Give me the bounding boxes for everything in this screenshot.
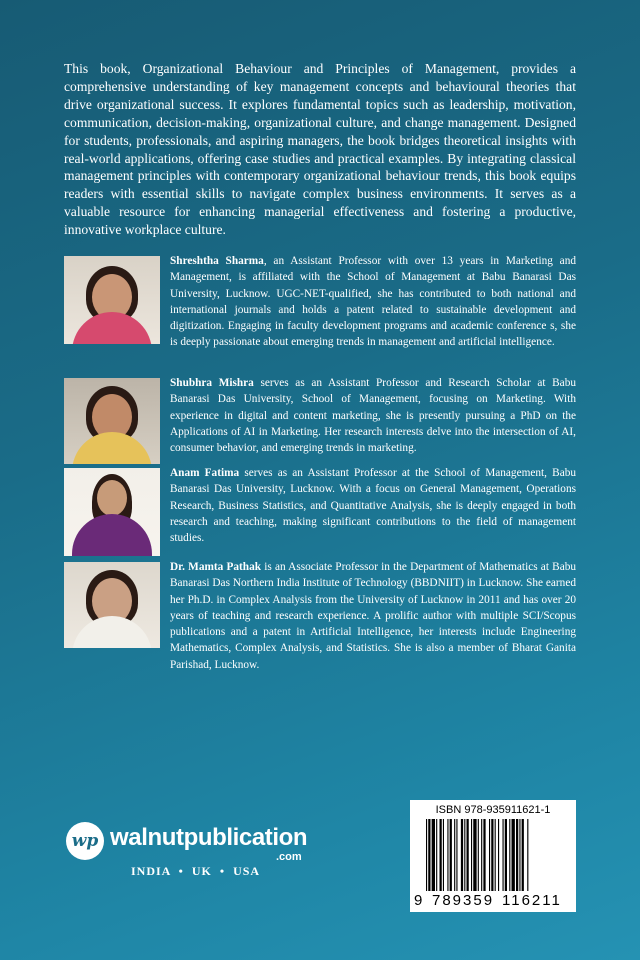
- publisher-logo: [66, 822, 326, 862]
- publisher-domain: .com: [276, 851, 302, 863]
- author-photo: [64, 256, 160, 344]
- author-name: Dr. Mamta Pathak: [170, 561, 262, 573]
- isbn-barcode: ISBN 978-935911621-1 9 789359 116211: [410, 800, 576, 912]
- barcode-bars: [426, 819, 576, 895]
- author-entry: [64, 378, 576, 464]
- author-name: Shreshtha Sharma: [170, 255, 264, 267]
- author-bio: Dr. Mamta Pathak is an Associate Professor in the Department of Mathematics at Babu Banarasi Das Northern India Institute of Technology (BBDNIIT) in Lucknow. She earned her Ph.D. in Complex Analysis from the University of Lucknow in 2011 and has over 20 years of teaching and research experience. A prolific author with multiple SCI/Scopus publications and a patent in Artificial Intelligence, her interests include Engineering Mathematics, Complex Analysis, and Statistics. She is also a member of Bharat Ganita Parishad, Lucknow.: [170, 561, 577, 671]
- publisher-name: walnutpublication: [110, 824, 308, 851]
- author-photo: [64, 562, 160, 648]
- author-entry: [64, 256, 576, 356]
- author-photo: [64, 468, 160, 556]
- author-name: Shubhra Mishra: [170, 377, 254, 389]
- author-bio: Anam Fatima serves as an Assistant Professor at the School of Management, Babu Banarasi Das University, Lucknow. With a focus on General Management, Operations Research, Business Statistics, and Quantitative Analysis, she is deeply engaged in both research and teaching, making significant contributions to the field of management studies.: [170, 467, 576, 545]
- author-entry: [64, 468, 576, 556]
- walnut-logo-icon: wp: [66, 822, 104, 860]
- isbn-label: ISBN 978-935911621-1: [435, 804, 551, 816]
- author-photo: [64, 378, 160, 464]
- publisher-countries: INDIA • UK • USA: [131, 864, 261, 878]
- author-entry: [64, 561, 577, 671]
- author-name: Anam Fatima: [170, 467, 240, 479]
- book-description: This book, Organizational Behaviour and Principles of Management, provides a comprehensive understanding of key management concepts and behavioural theories that drive organizational success. It explores fundamental topics such as leadership, motivation, communication, decision-making, organizational culture, and change management. Designed for students, professionals, and aspiring managers, the book bridges theoretical insights with real-world applications, offering case studies and practical examples. By integrating classical management principles with contemporary organizational behaviour trends, this book equips readers with essential skills to navigate complex business environments. It serves as a valuable resource for enhancing managerial effectiveness and fostering a productive, innovative workplace culture.: [64, 61, 576, 238]
- author-bio: Shreshtha Sharma, an Assistant Professor with over 13 years in Marketing and Management, is affiliated with the School of Management at Babu Banarasi Das University, Lucknow. UGC-NET-qualified, she has contributed to both national and international journals and holds a patent related to sustainable development and digitization. Engaging in faculty development programs and academic conference s, she is deeply passionate about emerging trends in management and artificial intelligence.: [170, 255, 576, 349]
- author-bio: Shubhra Mishra serves as an Assistant Professor and Research Scholar at Babu Banarasi Das University, School of Management, focusing on Marketing. With experience in digital and content marketing, she is presently pursuing a PhD on the Applications of AI in Marketing. Her research interests delve into the intersection of AI, consumer behavior, and emerging trends in marketing.: [170, 377, 576, 455]
